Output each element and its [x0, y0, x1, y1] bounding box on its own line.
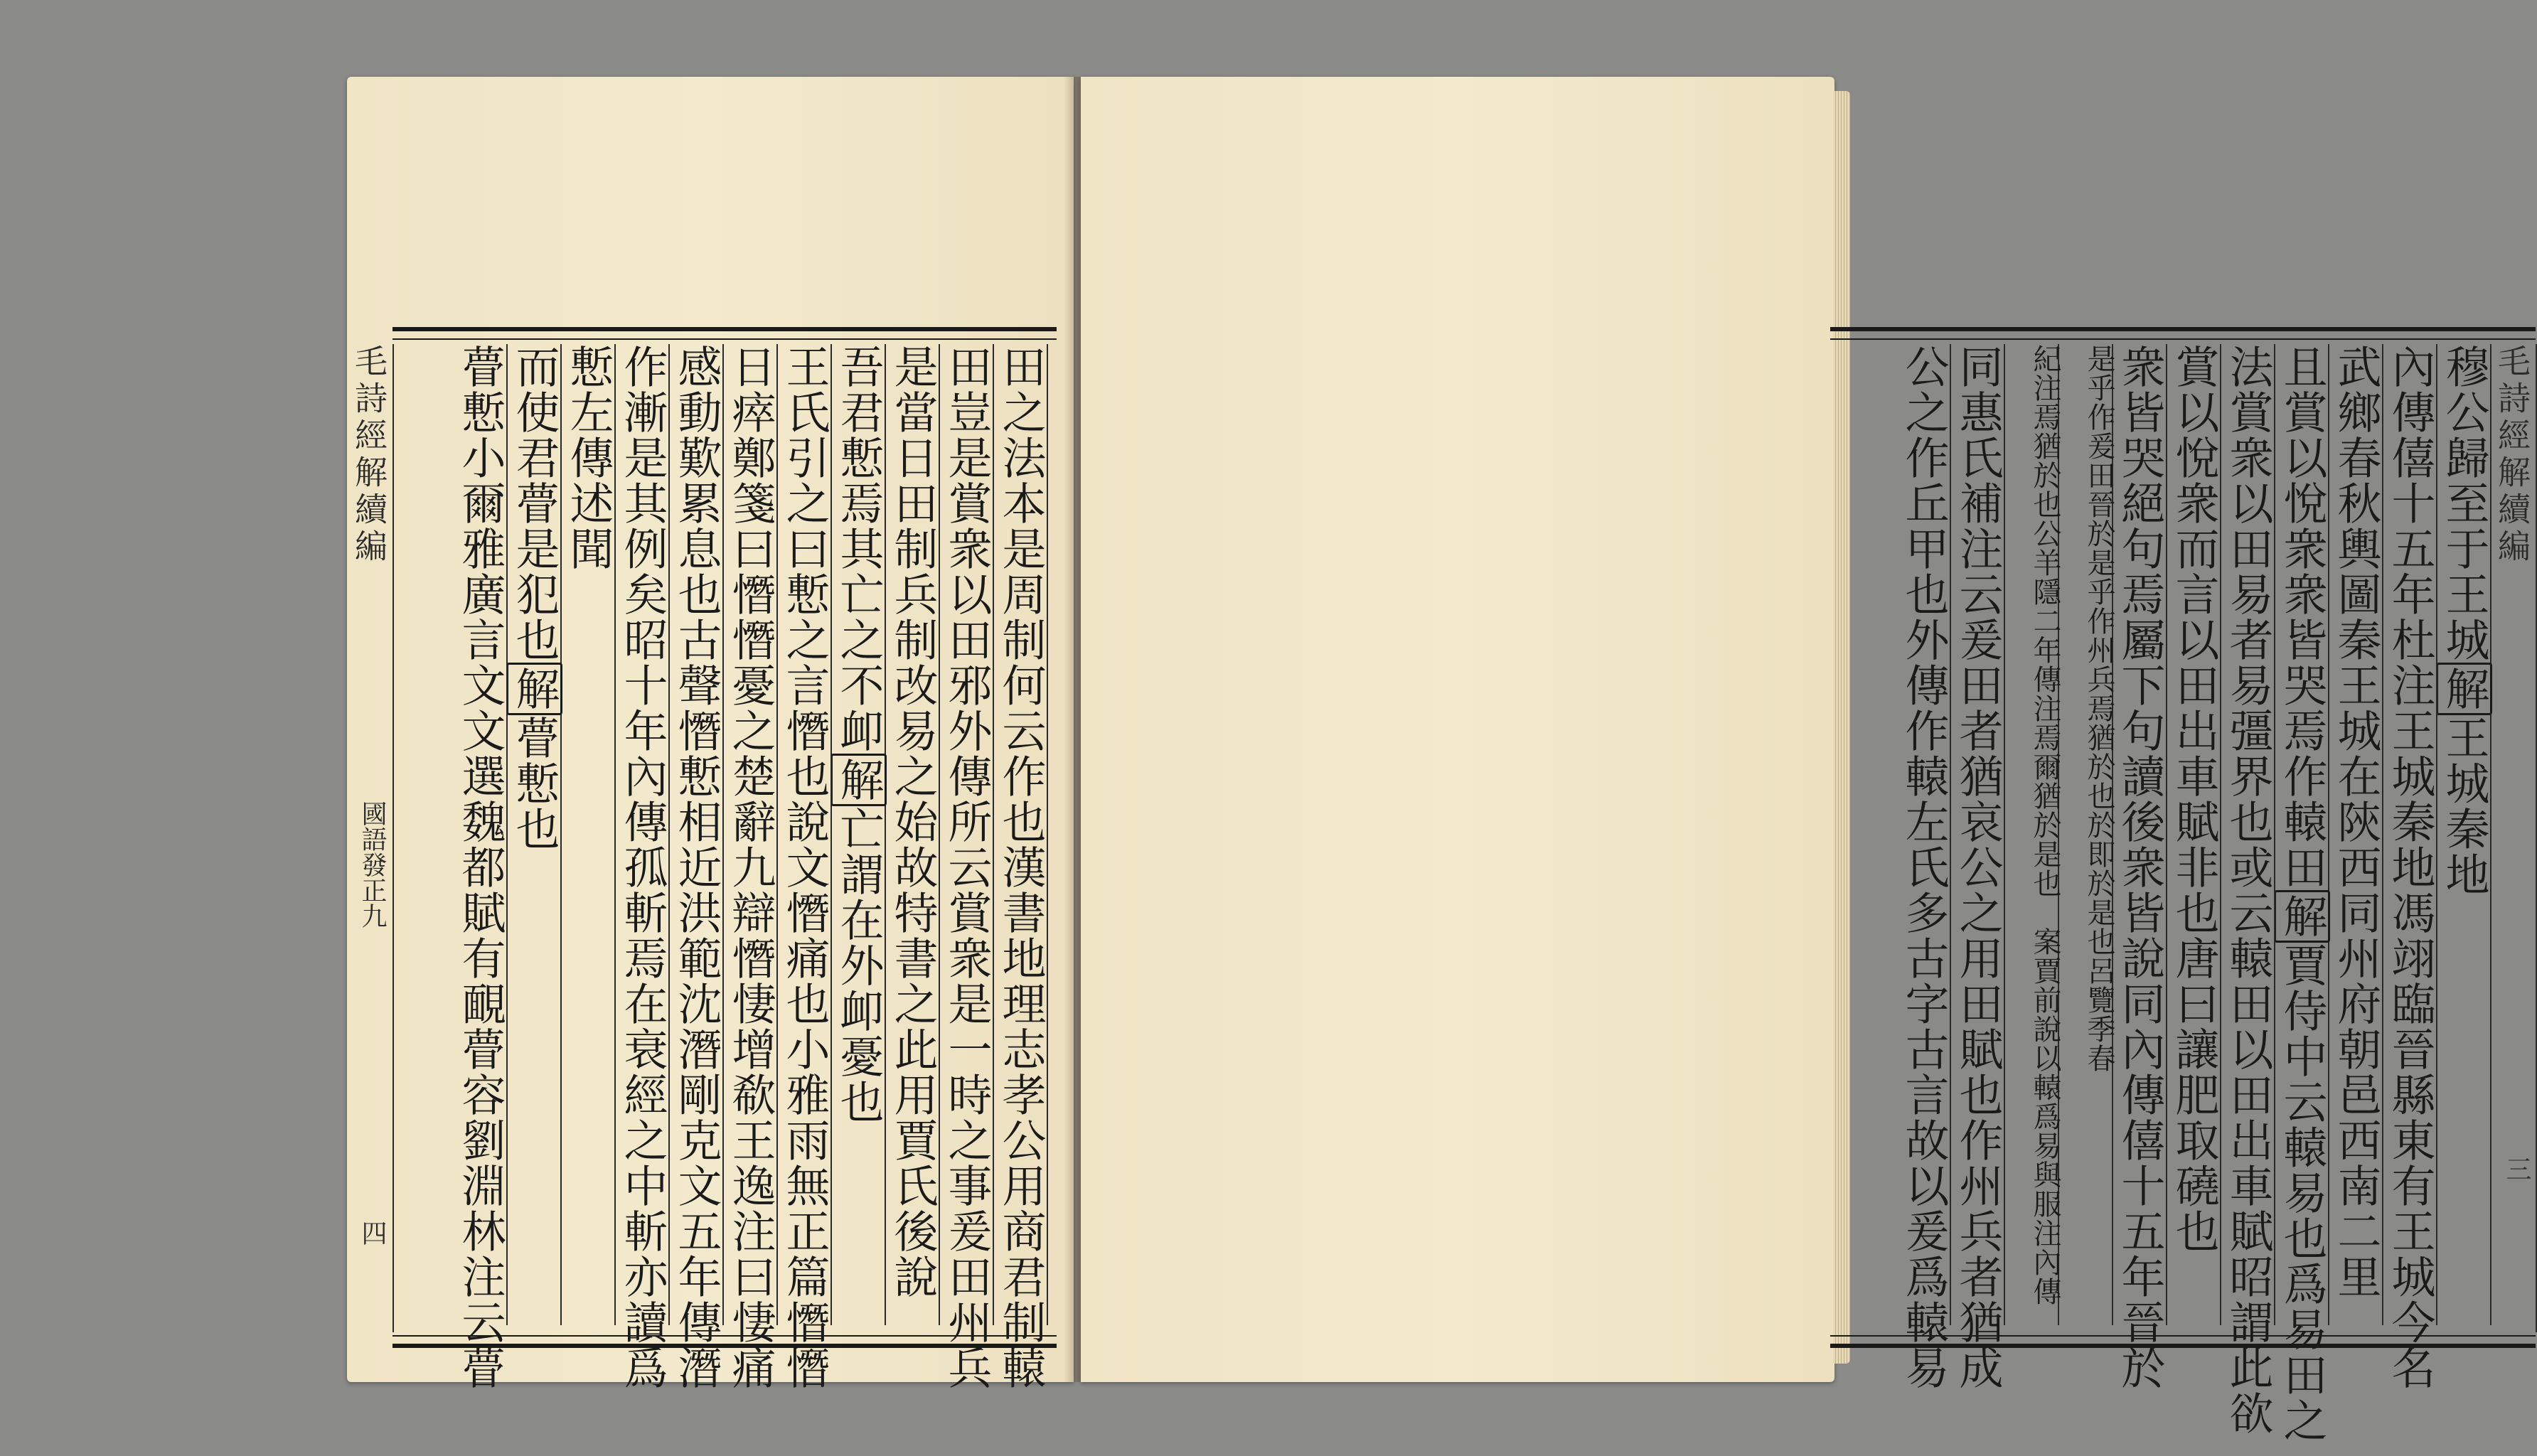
right-col-3: 武鄉春秋輿圖秦王城在陝西同州府朝邑西南二里	[2329, 344, 2383, 1325]
left-page	[347, 77, 1074, 1391]
right-col-1: 穆公歸至于王城解王城秦地	[2437, 344, 2491, 1325]
right-col-5: 法賞衆以田易者易彊界也或云轅田以田出車賦昭謂此欲	[2222, 344, 2274, 1436]
left-col-5: 王氏引之曰慙之言憯也說文憯痛也小雅雨無正篇憯憯	[779, 344, 830, 1391]
right-folio-number: 三	[2502, 1156, 2531, 1182]
annotation-marker: 解	[830, 754, 887, 806]
left-subtitle: 國語發正九	[358, 801, 387, 928]
right-page	[1081, 77, 2531, 1443]
right-col-9: 紀注焉猶於也公羊隱二年傳注焉爾猶於是也 案賈前說以轅爲易與服注內傳	[2005, 344, 2059, 1325]
right-col-11: 公之作丘甲也外傳作轅左氏多古字古言故以爰爲轅易	[1898, 344, 1950, 1391]
right-margin-title	[2493, 344, 2537, 1332]
open-book	[347, 77, 2531, 1443]
left-col-3: 是當日田制兵制改易之始故特書之此用賈氏後說	[886, 344, 940, 1325]
right-col-10: 同惠氏補注云爰田者猶哀公之用田賦也作州兵者猶成	[1952, 344, 2004, 1391]
right-col-7: 衆皆哭絕句焉屬下句讀後衆皆說同內傳僖十五年晉於	[2114, 344, 2166, 1391]
annotation-marker: 解	[2274, 890, 2330, 943]
left-col-6: 日瘁鄭箋曰憯憯憂之楚辭九辯憯悽增欷王逸注曰悽痛	[725, 344, 776, 1391]
left-col-2: 田豈是賞衆以田邪外傳所云賞衆是一時之事爰田州兵	[941, 344, 993, 1391]
left-col-7: 感動歎累息也古聲憯慙相近洪範沈潛剛克文五年傳潛	[671, 344, 722, 1391]
right-col-4: 且賞以悅衆衆皆哭焉作轅田解賈侍中云轅易也爲易田之	[2275, 344, 2329, 1325]
left-col-4: 吾君慙焉其亡之不卹解亡謂在外卹憂也	[832, 344, 886, 1325]
left-folio-number: 四	[358, 1220, 387, 1246]
right-book-title: 毛詩經解續編	[2493, 344, 2531, 566]
left-col-11: 瞢慙小爾雅廣言文文選魏都賦有靦瞢容劉淵林注云瞢	[454, 344, 506, 1391]
annotation-marker: 解	[506, 663, 562, 715]
left-text-frame	[350, 327, 1057, 1391]
annotation-marker: 解	[2436, 663, 2492, 715]
right-col-6: 賞以悅衆而言以田出車賦非也唐曰讓肥取磽也	[2167, 344, 2221, 1325]
right-col-2: 內傳僖十五年杜注王城秦地馮翊臨晉縣東有王城今名	[2384, 344, 2436, 1391]
left-col-8: 作漸是其例矣昭十年內傳孤斬焉在衰經之中斬亦讀爲	[616, 344, 668, 1391]
left-col-10: 而使君瞢是犯也解瞢慙也	[508, 344, 562, 1325]
left-col-1: 田之法本是周制何云作也漢書地理志孝公用商君制轅	[995, 344, 1047, 1391]
right-col-8: 是乎作爰田晉於是乎作州兵焉猶於也於即於是也呂覽季春	[2059, 344, 2113, 1325]
left-book-title: 毛詩經解續編	[350, 344, 388, 566]
right-text-frame	[1830, 327, 2536, 1443]
left-col-9: 慙左傳述聞	[562, 344, 616, 1325]
